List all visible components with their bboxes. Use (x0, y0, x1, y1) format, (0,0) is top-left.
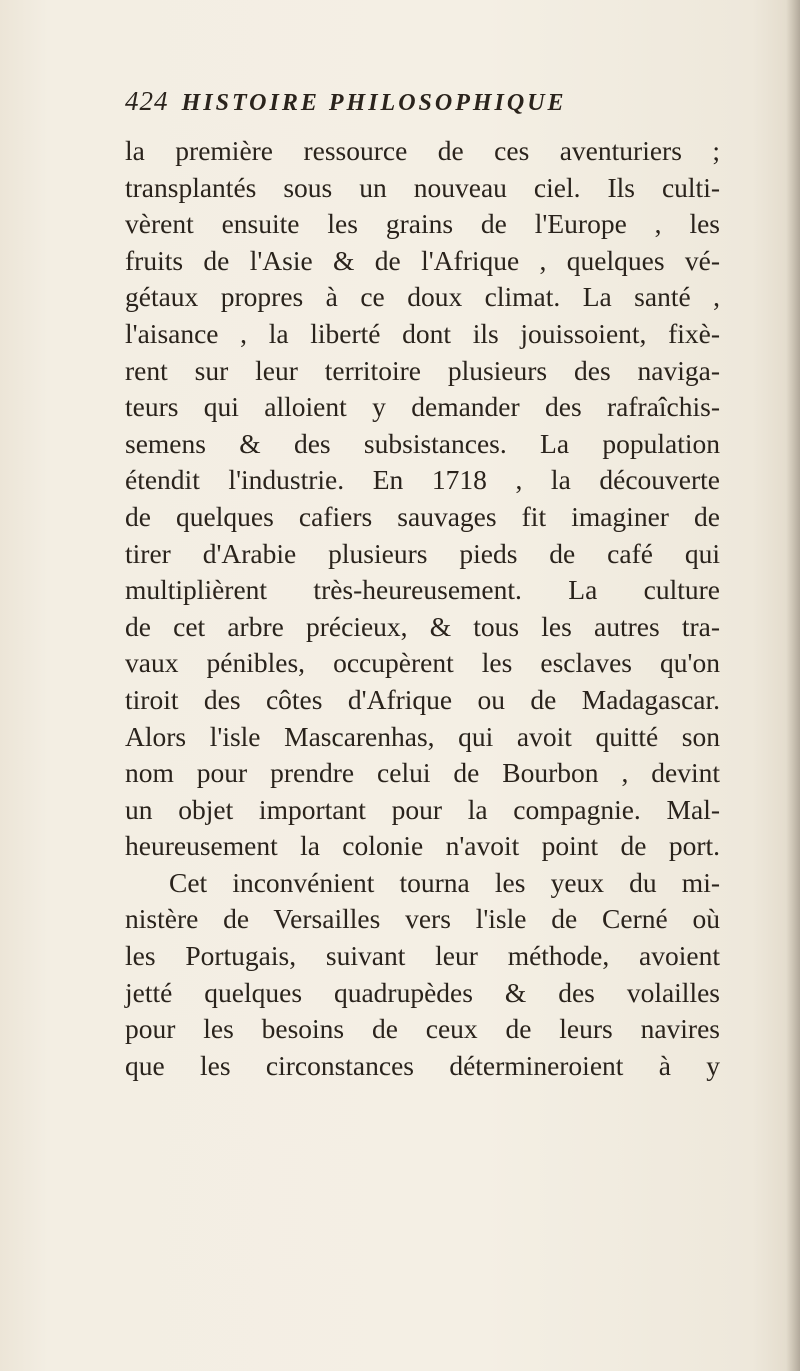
text-line: nom pour prendre celui de Bourbon , devint (125, 757, 720, 789)
text-line: l'aisance , la liberté dont ils jouissoient, fixè- (125, 317, 720, 349)
text-line-paragraph-start: Cet inconvénient tourna les yeux du mi- (169, 866, 720, 898)
text-line: fruits de l'Asie & de l'Afrique , quelques vé- (125, 244, 720, 276)
running-header (125, 86, 685, 126)
page-number: 424 (125, 86, 169, 116)
text-line: rent sur leur territoire plusieurs des naviga- (125, 354, 720, 386)
text-line: nistère de Versailles vers l'isle de Cerné où (125, 903, 720, 935)
text-line: transplantés sous un nouveau ciel. Ils culti- (125, 171, 720, 203)
running-title: HISTOIRE PHILOSOPHIQUE (181, 90, 567, 116)
text-line: Alors l'isle Mascarenhas, qui avoit quitté son (125, 720, 720, 752)
text-line: pour les besoins de ceux de leurs navires (125, 1013, 720, 1045)
page-edge-shadow (786, 0, 800, 1371)
text-line: un objet important pour la compagnie. Mal- (125, 793, 720, 825)
text-line: la première ressource de ces aventuriers ; (125, 135, 720, 166)
text-line: tiroit des côtes d'Afrique ou de Madagascar. (125, 683, 720, 715)
text-line: gétaux propres à ce doux climat. La santé , (125, 281, 720, 313)
body-text (125, 133, 720, 1084)
text-line: étendit l'industrie. En 1718 , la découverte (125, 464, 720, 496)
text-line: de cet arbre précieux, & tous les autres tra- (125, 610, 720, 642)
text-line: tirer d'Arabie plusieurs pieds de café qui (125, 537, 720, 569)
text-line: vèrent ensuite les grains de l'Europe , les (125, 208, 720, 240)
text-line: heureusement la colonie n'avoit point de port. (125, 830, 720, 862)
text-line: semens & des subsistances. La population (125, 427, 720, 459)
text-line: jetté quelques quadrupèdes & des volailles (125, 976, 720, 1008)
text-line: les Portugais, suivant leur méthode, avoient (125, 940, 720, 972)
text-line: que les circonstances détermineroient à y (125, 1049, 720, 1081)
text-line: de quelques cafiers sauvages fit imaginer de (125, 500, 720, 532)
text-line: multiplièrent très-heureusement. La culture (125, 574, 720, 606)
text-line: teurs qui alloient y demander des rafraîchis- (125, 391, 720, 423)
text-line: vaux pénibles, occupèrent les esclaves qu'on (125, 647, 720, 679)
